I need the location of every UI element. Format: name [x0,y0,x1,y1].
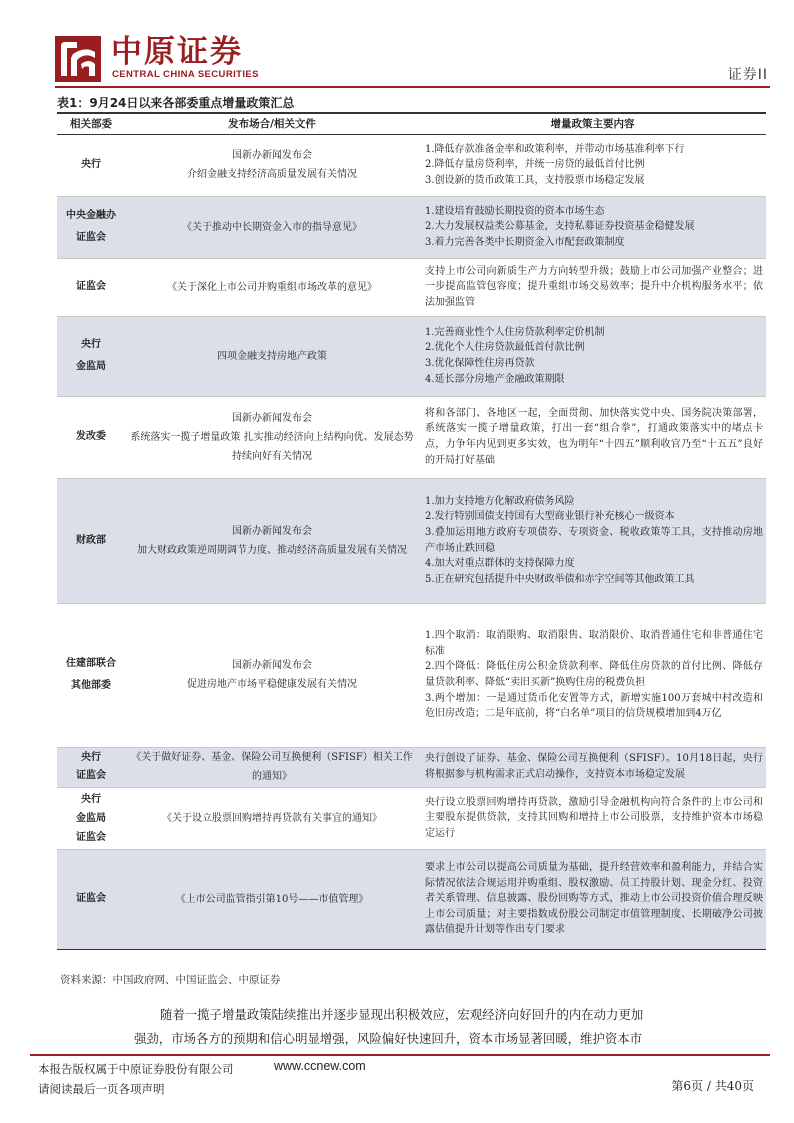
row-content: 央行设立股票回购增持再贷款，激励引导金融机构向符合条件的上市公司和主要股东提供贷款，支持其回购和增持上市公司股票，支持维护资本市场稳定运行 [419,787,766,849]
table-row [57,196,766,258]
row-doc: 《关于做好证券、基金、保险公司互换便利（SFISF）相关工作的通知》 [125,747,419,787]
row-content: 1.四个取消：取消限购、取消限售、取消限价、取消普通住宅和非普通住宅标准 2.四个降低：降低住房公积金贷款利率、降低住房贷款的首付比例、降低存量贷款利率、降低“卖旧买新”换购住房的税费负担 3.两个增加：一是通过货币化安置等方式，新增实施100万套城中村改造和危旧房改造；二是年底前，将“白名单”项目的信贷规模增加到4万亿 [419,603,766,747]
column-header-doc: 发布场合/相关文件 [125,113,419,134]
table-row [57,258,766,316]
policy-table [57,112,766,950]
row-content: 将和各部门、各地区一起，全面贯彻、加快落实党中央、国务院决策部署，系统落实一揽子增量政策，打出一套“组合拳”，打通政策落实中的堵点卡点，力争年内见到更多实效，也为明年“十四五”顺利收官乃至“十五五”良好的开局打好基础 [419,396,766,478]
footer-website-link[interactable]: www.ccnew.com [274,1059,366,1073]
company-logo-icon [55,36,101,82]
row-doc: 国新办新闻发布会 加大财政政策逆周期调节力度、推动经济高质量发展有关情况 [125,478,419,603]
table-source-note: 资料来源：中国政府网、中国证监会、中原证券 [60,974,281,986]
report-category: 证券II [727,67,768,83]
page-header [55,30,770,90]
row-dept: 央行 金监局 证监会 [57,787,125,849]
table-row [57,134,766,196]
row-doc: 《关于推动中长期资金入市的指导意见》 [125,196,419,258]
row-doc: 国新办新闻发布会 介绍金融支持经济高质量发展有关情况 [125,134,419,196]
row-dept: 中央金融办 证监会 [57,196,125,258]
row-doc: 《上市公司监管指引第10号——市值管理》 [125,849,419,949]
row-content: 支持上市公司向新质生产力方向转型升级；鼓励上市公司加强产业整合；进一步提高监管包容度；提升重组市场交易效率；提升中介机构服务水平；依法加强监管 [419,258,766,316]
row-doc: 《关于深化上市公司并购重组市场改革的意见》 [125,258,419,316]
table-row [57,849,766,949]
row-content: 要求上市公司以提高公司质量为基础，提升经营效率和盈利能力，并结合实际情况依法合规运用并购重组、股权激励、员工持股计划、现金分红、投资者关系管理、信息披露、股份回购等方式，推动上市公司投资价值合理反映上市公司质量；对主要指数成份股公司制定市值管理制度、长期破净公司披露估值提升计划等作出专门要求 [419,849,766,949]
row-dept: 财政部 [57,478,125,603]
row-dept: 央行 [57,134,125,196]
table-row [57,747,766,787]
company-name-cn: 中原证券 [111,34,243,70]
row-content: 央行创设了证券、基金、保险公司互换便利（SFISF）。10月18日起，央行将根据参与机构需求正式启动操作，支持资本市场稳定发展 [419,747,766,787]
column-header-dept: 相关部委 [57,113,125,134]
table-header-row [57,113,766,134]
header-divider [55,86,770,88]
row-dept: 证监会 [57,849,125,949]
column-header-content: 增量政策主要内容 [419,113,766,134]
table-title: 表1：9月24日以来各部委重点增量政策汇总 [57,96,295,110]
row-content: 1.加力支持地方化解政府债务风险 2.发行特别国债支持国有大型商业银行补充核心一级资本 3.叠加运用地方政府专项债券、专项资金、税收政策等工具，支持推动房地产市场止跌回稳 4.加大对重点群体的支持保障力度 5.正在研究包括提升中央财政举债和赤字空间等其他政策工具 [419,478,766,603]
row-doc: 国新办新闻发布会 促进房地产市场平稳健康发展有关情况 [125,603,419,747]
row-content: 1.完善商业性个人住房贷款利率定价机制 2.优化个人住房贷款最低首付款比例 3.优化保障性住房再贷款 4.延长部分房地产金融政策期限 [419,316,766,396]
row-dept: 证监会 [57,258,125,316]
footer-disclaimer-notice: 请阅读最后一页各项声明 [38,1082,165,1096]
table-row [57,603,766,747]
footer-divider [30,1054,770,1056]
footer-notes [38,1059,234,1099]
row-dept: 央行 金监局 [57,316,125,396]
table-row [57,478,766,603]
row-content: 1.降低存款准备金率和政策利率，并带动市场基准利率下行 2.降低存量房贷利率，并统一房贷的最低首付比例 3.创设新的货币政策工具，支持股票市场稳定发展 [419,134,766,196]
row-content: 1.建设培育鼓励长期投资的资本市场生态 2.大力发展权益类公募基金，支持私募证券投资基金稳健发展 3.着力完善各类中长期资金入市配套政策制度 [419,196,766,258]
row-dept: 央行 证监会 [57,747,125,787]
table-row [57,787,766,849]
row-doc: 国新办新闻发布会 系统落实一揽子增量政策 扎实推动经济向上结构向优、发展态势持续向好有关情况 [125,396,419,478]
page-number: 第6页 / 共40页 [671,1079,754,1093]
company-name-en: CENTRAL CHINA SECURITIES [112,69,259,80]
footer-copyright: 本报告版权属于中原证券股份有限公司 [38,1062,234,1076]
row-doc: 四项金融支持房地产政策 [125,316,419,396]
table-row [57,396,766,478]
row-dept: 发改委 [57,396,125,478]
body-paragraph: 随着一揽子增量政策陆续推出并逐步显现出积极效应，宏观经济向好回升的内在动力更加 强劲，市场各方的预期和信心明显增强，风险偏好快速回升，资本市场显著回暖，维护资本市 [134,1007,644,1046]
row-doc: 《关于设立股票回购增持再贷款有关事宜的通知》 [125,787,419,849]
table-row [57,316,766,396]
row-dept: 住建部联合 其他部委 [57,603,125,747]
